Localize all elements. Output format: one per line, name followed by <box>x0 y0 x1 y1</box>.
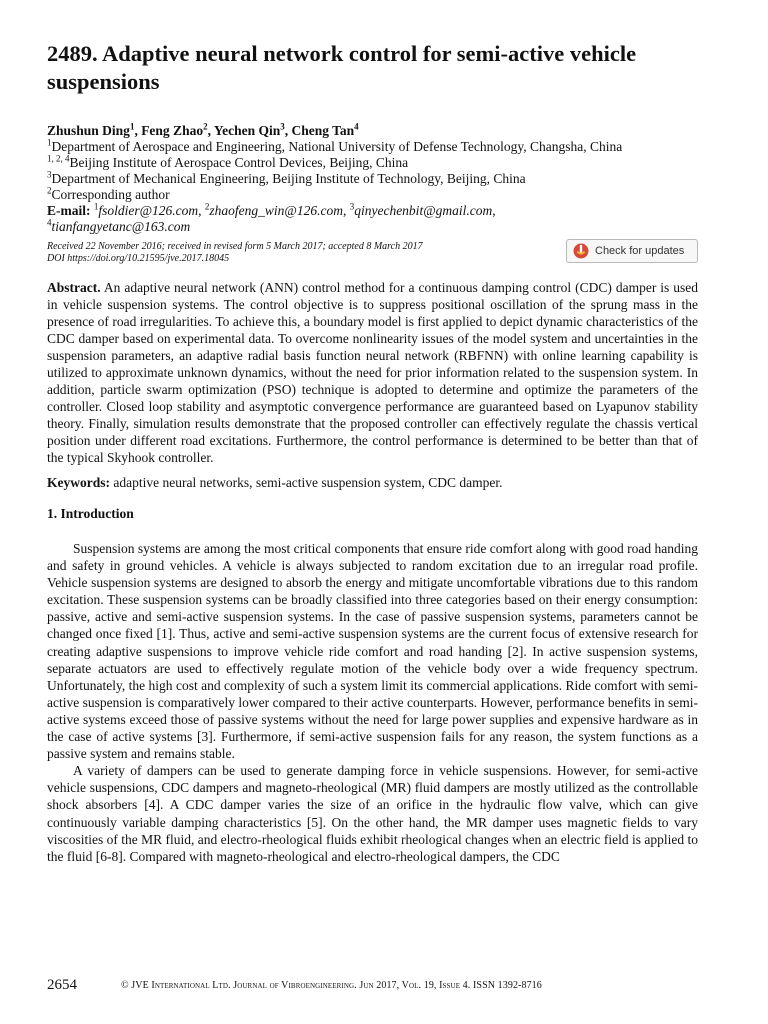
affiliation-sup: 2 <box>47 185 52 196</box>
check-for-updates-button[interactable] <box>566 239 698 263</box>
author-name: Cheng Tan <box>291 123 355 138</box>
email-address[interactable]: zhaofeng_win@126.com <box>209 203 343 218</box>
body-paragraph: A variety of dampers can be used to generate damping force in vehicle suspensions. However, for semi-active vehicle suspensions, CDC dampers and magneto-rheological (MR) fluid dampers are mostly utilized as the controllable shock absorbers [4]. A CDC damper varies the size of an orifice in the hydraulic flow valve, which can give continuously variable damping characteristics [5]. On the other hand, the MR damper uses magnetic fields to vary viscosities of the MR fluid, and electro-rheological fluids exhibit rheological changes when an electric field is applied to the fluid [6-8]. Compared with magneto-rheological and electro-rheological dampers, the CDC <box>47 763 698 864</box>
email-address[interactable]: fsoldier@126.com <box>98 203 199 218</box>
affiliation-text: Beijing Institute of Aerospace Control Devices, Beijing, China <box>69 155 409 170</box>
affiliation-text: Department of Mechanical Engineering, Beijing Institute of Technology, Beijing, China <box>51 171 526 186</box>
keywords-text: adaptive neural networks, semi-active suspension system, CDC damper. <box>113 475 503 490</box>
doi-link[interactable]: DOI https://doi.org/10.21595/jve.2017.18045 <box>47 253 230 264</box>
page-number: 2654 <box>47 977 77 993</box>
author-name: Feng Zhao <box>141 123 204 138</box>
abstract <box>47 279 698 466</box>
body-paragraph: Suspension systems are among the most critical components that ensure ride comfort along with good road handing and safety in ground vehicles. A vehicle is always subjected to random excitation due to an irregular road profile. Vehicle suspension systems are designed to absorb the energy and mitigate uncomfortable vibrations due to this random excitation. These suspension systems can be broadly classified into three categories based on their energy consumption: passive, active and semi-active suspension systems. In the case of passive suspension systems, parameters cannot be changed once fixed [1]. Thus, active and semi-active suspension systems are the current focus of extensive research for creating adaptive suspensions to improve vehicle ride comfort and road handing [2]. In active suspension systems, separate actuators are used to effectively regulate motion of the vehicle body over a wide frequency spectrum. Unfortunately, the high cost and complexity of such a system limit its commercial applications. Ride comfort with semi-active suspension is comparatively lower compared to their active counterparts. However, performance benefits in semi-active systems exceed those of passive systems without the need for large power supplies and expensive hardware as in the case of active systems [3]. Furthermore, if semi-active suspension fails for any reason, the system functions as a passive system and remains stable. <box>47 541 698 762</box>
paper-page <box>47 40 698 865</box>
author-sup: 4 <box>354 121 359 132</box>
keywords-label: Keywords: <box>47 475 110 490</box>
affiliation <box>47 171 698 187</box>
email-list: E-mail: $^1$fsoldier@126.com, $^2$zhaofeng_win@126.com, $^3$qinyechenbit@gmail.com, $^4$tianfangyetanc@163.com <box>47 201 496 234</box>
abstract-text: An adaptive neural network (ANN) control method for a continuous damping control (CDC) damper is used in vehicle suspension systems. The control objective is to suppress positional oscillation of the sprung mass in the presence of road irregularities. To achieve this, a boundary model is first applied to depict dynamic characteristics of the CDC damper based on experimental data. To overcome nonlinearity issues of the model system and uncertainties in the suspension parameters, an adaptive radial basis function neural network (RBFNN) with online learning capability is utilized to approximate unknown dynamics, without the need for prior information related to the suspension system. In addition, particle swarm optimization (PSO) technique is adopted to determine and optimize the parameters of the controller. Closed loop stability and asymptotic convergence performance are guaranteed based on Lyapunov stability theory. Finally, simulation results demonstrate that the proposed controller can effectively regulate the chassis vertical position under different road excitations. Furthermore, the control performance is determined to be better than that of the typical Skyhook controller. <box>47 280 698 465</box>
received-dates: Received 22 November 2016; received in revised form 5 March 2017; accepted 8 March 2017 <box>47 241 423 252</box>
email-sup: 2 <box>204 201 210 212</box>
email-sup: 4 <box>47 217 52 228</box>
author-sup: 1 <box>129 121 135 132</box>
email-address[interactable]: tianfangyetanc@163.com <box>51 219 191 234</box>
email-sup: 3 <box>349 201 355 212</box>
email-sup: 1 <box>93 201 99 212</box>
abstract-label: Abstract. <box>47 280 101 295</box>
journal-citation: © JVE International Ltd. Journal of Vibroengineering. Jun 2017, Vol. 19, Issue 4. ISSN 1392-8716 <box>121 980 542 991</box>
affiliation-sup: 1, 2, 4 <box>47 153 70 164</box>
publication-meta <box>47 241 698 271</box>
corresponding-author-note <box>47 187 698 203</box>
affiliation <box>47 139 698 155</box>
affiliation <box>47 155 698 171</box>
author-sup: 3 <box>280 121 285 132</box>
section-heading: 1. Introduction <box>47 506 134 521</box>
author-list: Zhushun Ding$^1$, Feng Zhao$^2$, Yechen Qin$^3$, Cheng Tan$^4$ <box>47 121 359 138</box>
check-for-updates-label: Check for updates <box>595 245 685 257</box>
author-name: Yechen Qin <box>213 123 281 138</box>
email-label: E-mail: <box>47 203 91 218</box>
page-footer <box>47 977 698 995</box>
email-address[interactable]: qinyechenbit@gmail.com <box>354 203 493 218</box>
affiliation-sup: 1 <box>47 137 52 148</box>
author-sup: 2 <box>203 121 208 132</box>
affiliation-text: Corresponding author <box>51 187 170 202</box>
affiliation-text: Department of Aerospace and Engineering, National University of Defense Technology, Changsha, China <box>51 139 623 154</box>
author-name: Zhushun Ding <box>47 123 130 138</box>
keywords <box>47 474 698 491</box>
check-for-updates-icon <box>573 243 589 259</box>
affiliation-sup: 3 <box>47 169 52 180</box>
paper-title: 2489. Adaptive neural network control for semi-active vehicle suspensions <box>47 41 637 94</box>
